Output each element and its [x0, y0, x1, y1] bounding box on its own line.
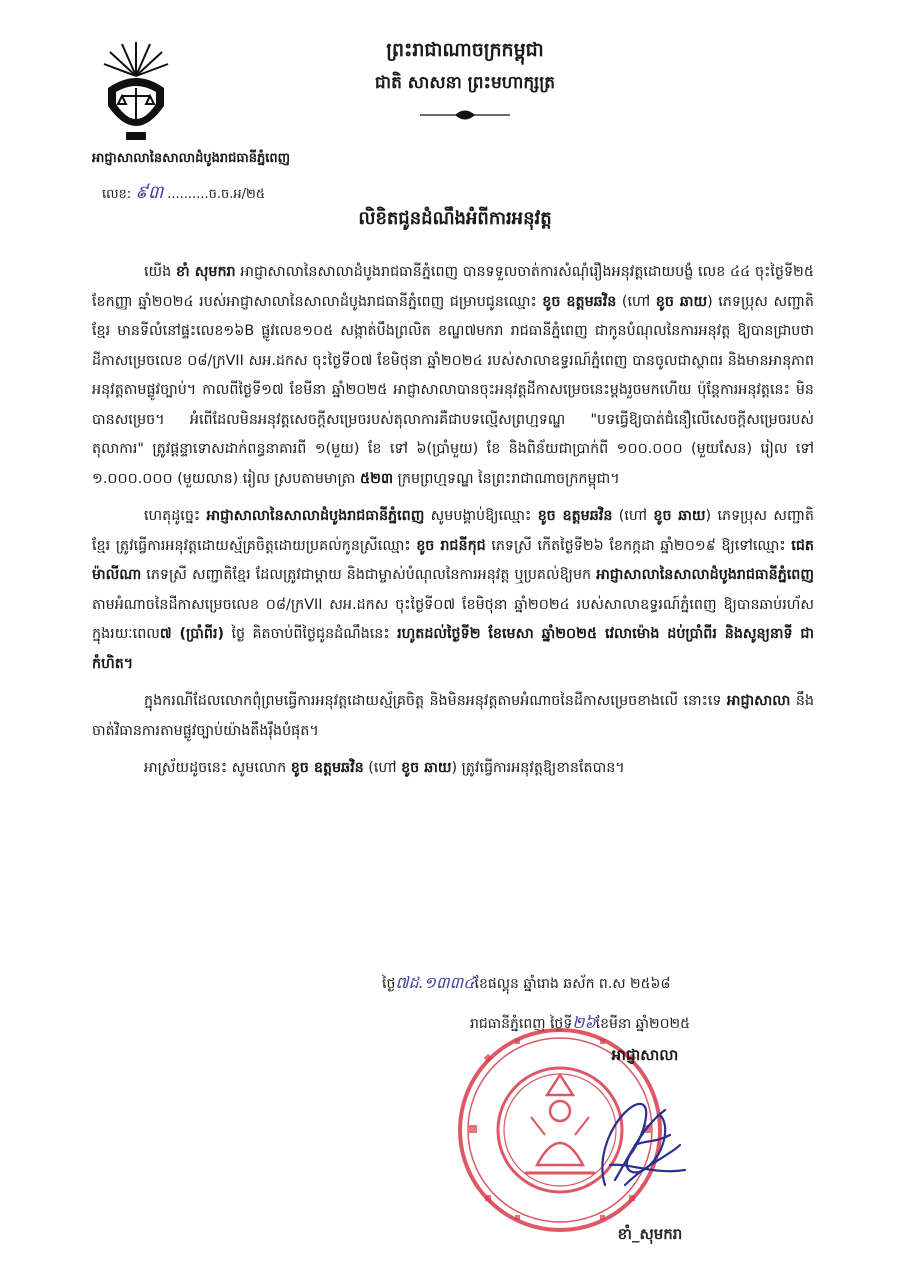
- defendant-alias: ខូច ឆាយ: [655, 293, 708, 310]
- ref-number-handwritten: ៩៣: [135, 182, 164, 203]
- bailiff-name: ខាំ សុមករា: [175, 264, 236, 280]
- lunar-date-rest: ខែផល្គុន ឆ្នាំរោង ឆស័ក ព.ស ២៥៦៨: [474, 976, 671, 992]
- text-run: ហេតុដូច្នេះ: [144, 508, 207, 524]
- text-run: អាជ្ញាសាលានៃសាលាដំបូងរាជធានីភ្នំពេញ បានទទួលចាត់ការសំណុំរឿងអនុវត្តដោយបង្ខំ លេខ ៤៤ ចុះថ្ងៃទី២៥ ខែកញ្ញា ឆ្នាំ២០២៤ របស់អាជ្ញាសាលានៃសាលាដំបូងរាជធានីភ្នំពេញ ជម្រាបជូនឈ្មោះ: [92, 264, 814, 310]
- reference-number: [102, 180, 265, 207]
- text-run: (ហៅ: [616, 293, 656, 310]
- kingdom-heading: ព្រះរាជាណាចក្រកម្ពុជា: [386, 39, 544, 61]
- court-name-inline: អាជ្ញាសាលានៃសាលាដំបូងរាជធានីភ្នំពេញ: [596, 567, 814, 583]
- text-run: ក្នុងករណីដែលលោកពុំព្រមធ្វើការអនុវត្តដោយស្ម័គ្រចិត្ត និងមិនអនុវត្តតាមអំណាចនៃដីកាសម្រេចខាងលើ នោះទេ: [144, 693, 727, 709]
- solar-date-prefix: រាជធានីភ្នំពេញ ថ្ងៃទី: [470, 1016, 573, 1032]
- paragraph-2: [92, 502, 814, 679]
- paragraph-4: [92, 754, 814, 784]
- text-run: ) ភេទប្រុស សញ្ជាតិខ្មែរ មានទីលំនៅផ្ទះលេខ១៦B ផ្លូវលេខ១០៥ សង្កាត់បឹងព្រលិត ខណ្ឌ៧មករា រាជធានីភ្នំពេញ ជាកូនបំណុលនៃការអនុវត្ត ឱ្យបានជ្រាបថា ដីកាសម្រេចលេខ ០៨/ក្រVII សអ.ដកស ចុះថ្ងៃទី០៧ ខែមិថុនា ឆ្នាំ២០២៤ របស់សាលាឧទ្ធរណ៍ភ្នំពេញ បានចូលជាស្ថាពរ និងមានអានុភាពអនុវត្តតាមផ្លូវច្បាប់។ កាលពីថ្ងៃទី១៧ ខែមីនា ឆ្នាំ២០២៥ អាជ្ញាសាលាបានចុះអនុវត្តដីកាសម្រេចនេះម្តងរួចមកហើយ ប៉ុន្តែការអនុវត្តនេះ មិនបានសម្រេច។ អំពើដែលមិនអនុវត្តសេចក្តីសម្រេចរបស់តុលាការគឺជាបទល្មើសព្រហ្មទណ្ឌ "បទធ្វើឱ្យបាត់ជំនឿលើសេចក្តីសម្រេចរបស់តុលាការ" ត្រូវផ្តន្ទាទោសដាក់ពន្ធនាគារពី ១(មួយ) ខែ ទៅ ៦(ប្រាំមួយ) ខែ និងពិន័យជាប្រាក់ពី ១០០.០០០ (មួយសែន) រៀល ទៅ ១.០០០.០០០ (មួយលាន) រៀល ស្របតាមមាត្រា: [92, 293, 815, 487]
- text-run: តាមអំណាចនៃដីកាសម្រេចលេខ ០៨/ក្រVII សអ.ដកស ចុះថ្ងៃទី០៧ ខែមិថុនា ឆ្នាំ២០២៤ របស់សាលាឧទ្ធរណ៍ភ្នំពេញ ឱ្យបានឆាប់រហ័សក្នុងរយៈពេល: [92, 596, 814, 642]
- court-name: អាជ្ញាសាលានៃសាលាដំបូងរាជធានីភ្នំពេញ: [92, 151, 291, 166]
- defendant-alias: ខូច ឆាយ: [653, 508, 706, 524]
- text-run: ភេទស្រី សញ្ជាតិខ្មែរ ដែលត្រូវជាម្តាយ និងជាម្ចាស់បំណុលនៃការអនុវត្ត ឬប្រគល់ឱ្យមក: [141, 567, 597, 583]
- text-run: យើង: [144, 264, 176, 280]
- mother-name: ជេត ម៉ាលីណា: [92, 537, 814, 583]
- ornament-divider-icon: [420, 108, 510, 122]
- text-run: ) ត្រូវធ្វើការអនុវត្តឱ្យខានតែបាន។: [451, 760, 625, 776]
- child-name: ខូច រាជនីកុជ: [416, 537, 486, 554]
- ref-suffix: ..........ច.ច.អ/២៥: [167, 187, 266, 202]
- letter-body: [92, 258, 814, 792]
- handwritten-signature-icon: [575, 1085, 695, 1195]
- text-run: នឹងចាត់វិធានការតាមផ្លូវច្បាប់យ៉ាងតឹងរ៉ឹងបំផុត។: [92, 693, 815, 739]
- text-run: ក្រមព្រហ្មទណ្ឌ នៃព្រះរាជាណាចក្រកម្ពុជា។: [393, 470, 620, 487]
- court-name-inline: អាជ្ញាសាលានៃសាលាដំបូងរាជធានីភ្នំពេញ: [206, 508, 425, 524]
- text-run: (ហៅ: [363, 760, 402, 776]
- text-run: ) ភេទប្រុស សញ្ជាតិខ្មែរ ត្រូវធ្វើការអនុវត្តដោយស្ម័គ្រចិត្តដោយប្រគល់កូនស្រីឈ្មោះ: [92, 508, 814, 554]
- article-number: ៥២៣: [359, 470, 394, 487]
- solar-date-handwritten: ២៦: [572, 1013, 596, 1032]
- defendant-name: ខូច ឧត្តមឆវិន: [290, 760, 364, 776]
- court-emblem-icon: [100, 36, 172, 146]
- text-run: ភេទស្រី កើតថ្ងៃទី២៦ ខែកក្កដា ឆ្នាំ២០១៩ ឱ្យទៅឈ្មោះ: [485, 537, 792, 554]
- text-run: សូមបង្គាប់ឱ្យឈ្មោះ: [424, 508, 538, 524]
- defendant-alias: ខូច ឆាយ: [401, 760, 452, 776]
- text-run: អាស្រ័យដូចនេះ សូមលោក: [144, 760, 291, 776]
- deadline-date: រហូតដល់ថ្ងៃទី២ ខែមេសា ឆ្នាំ២០២៥ វេលាម៉ោង ដប់ប្រាំពីរ និងសូន្យនាទី ជាកំហិត។: [92, 626, 814, 672]
- lunar-date-prefix: ថ្ងៃ: [382, 976, 396, 992]
- solar-date-rest: ខែមីនា ឆ្នាំ២០២៥: [595, 1016, 690, 1032]
- defendant-name: ខូច ឧត្តមឆវិន: [542, 293, 617, 310]
- signature-title: អាជ្ញាសាលា: [611, 1046, 679, 1064]
- national-motto: ជាតិ សាសនា ព្រះមហាក្សត្រ: [374, 73, 556, 93]
- text-run: (ហៅ: [612, 508, 654, 524]
- deadline-period: ៧ (ប្រាំពីរ): [159, 626, 225, 642]
- signer-name: ខាំ_សុមករា: [617, 1225, 683, 1243]
- paragraph-1: [92, 258, 814, 494]
- paragraph-3: [92, 687, 814, 746]
- court-name-inline: អាជ្ញាសាលា: [726, 693, 791, 709]
- lunar-date-handwritten: ៧ដ.១៣៣៤: [395, 973, 475, 992]
- ref-label: លេខ:: [102, 187, 132, 202]
- text-run: ថ្ងៃ គិតចាប់ពីថ្ងៃជូនដំណឹងនេះ: [224, 626, 398, 642]
- defendant-name: ខូច ឧត្តមឆវិន: [537, 508, 613, 524]
- lunar-date: [382, 972, 822, 996]
- document-title: លិខិតជូនដំណឹងអំពីការអនុវត្ត: [358, 208, 552, 229]
